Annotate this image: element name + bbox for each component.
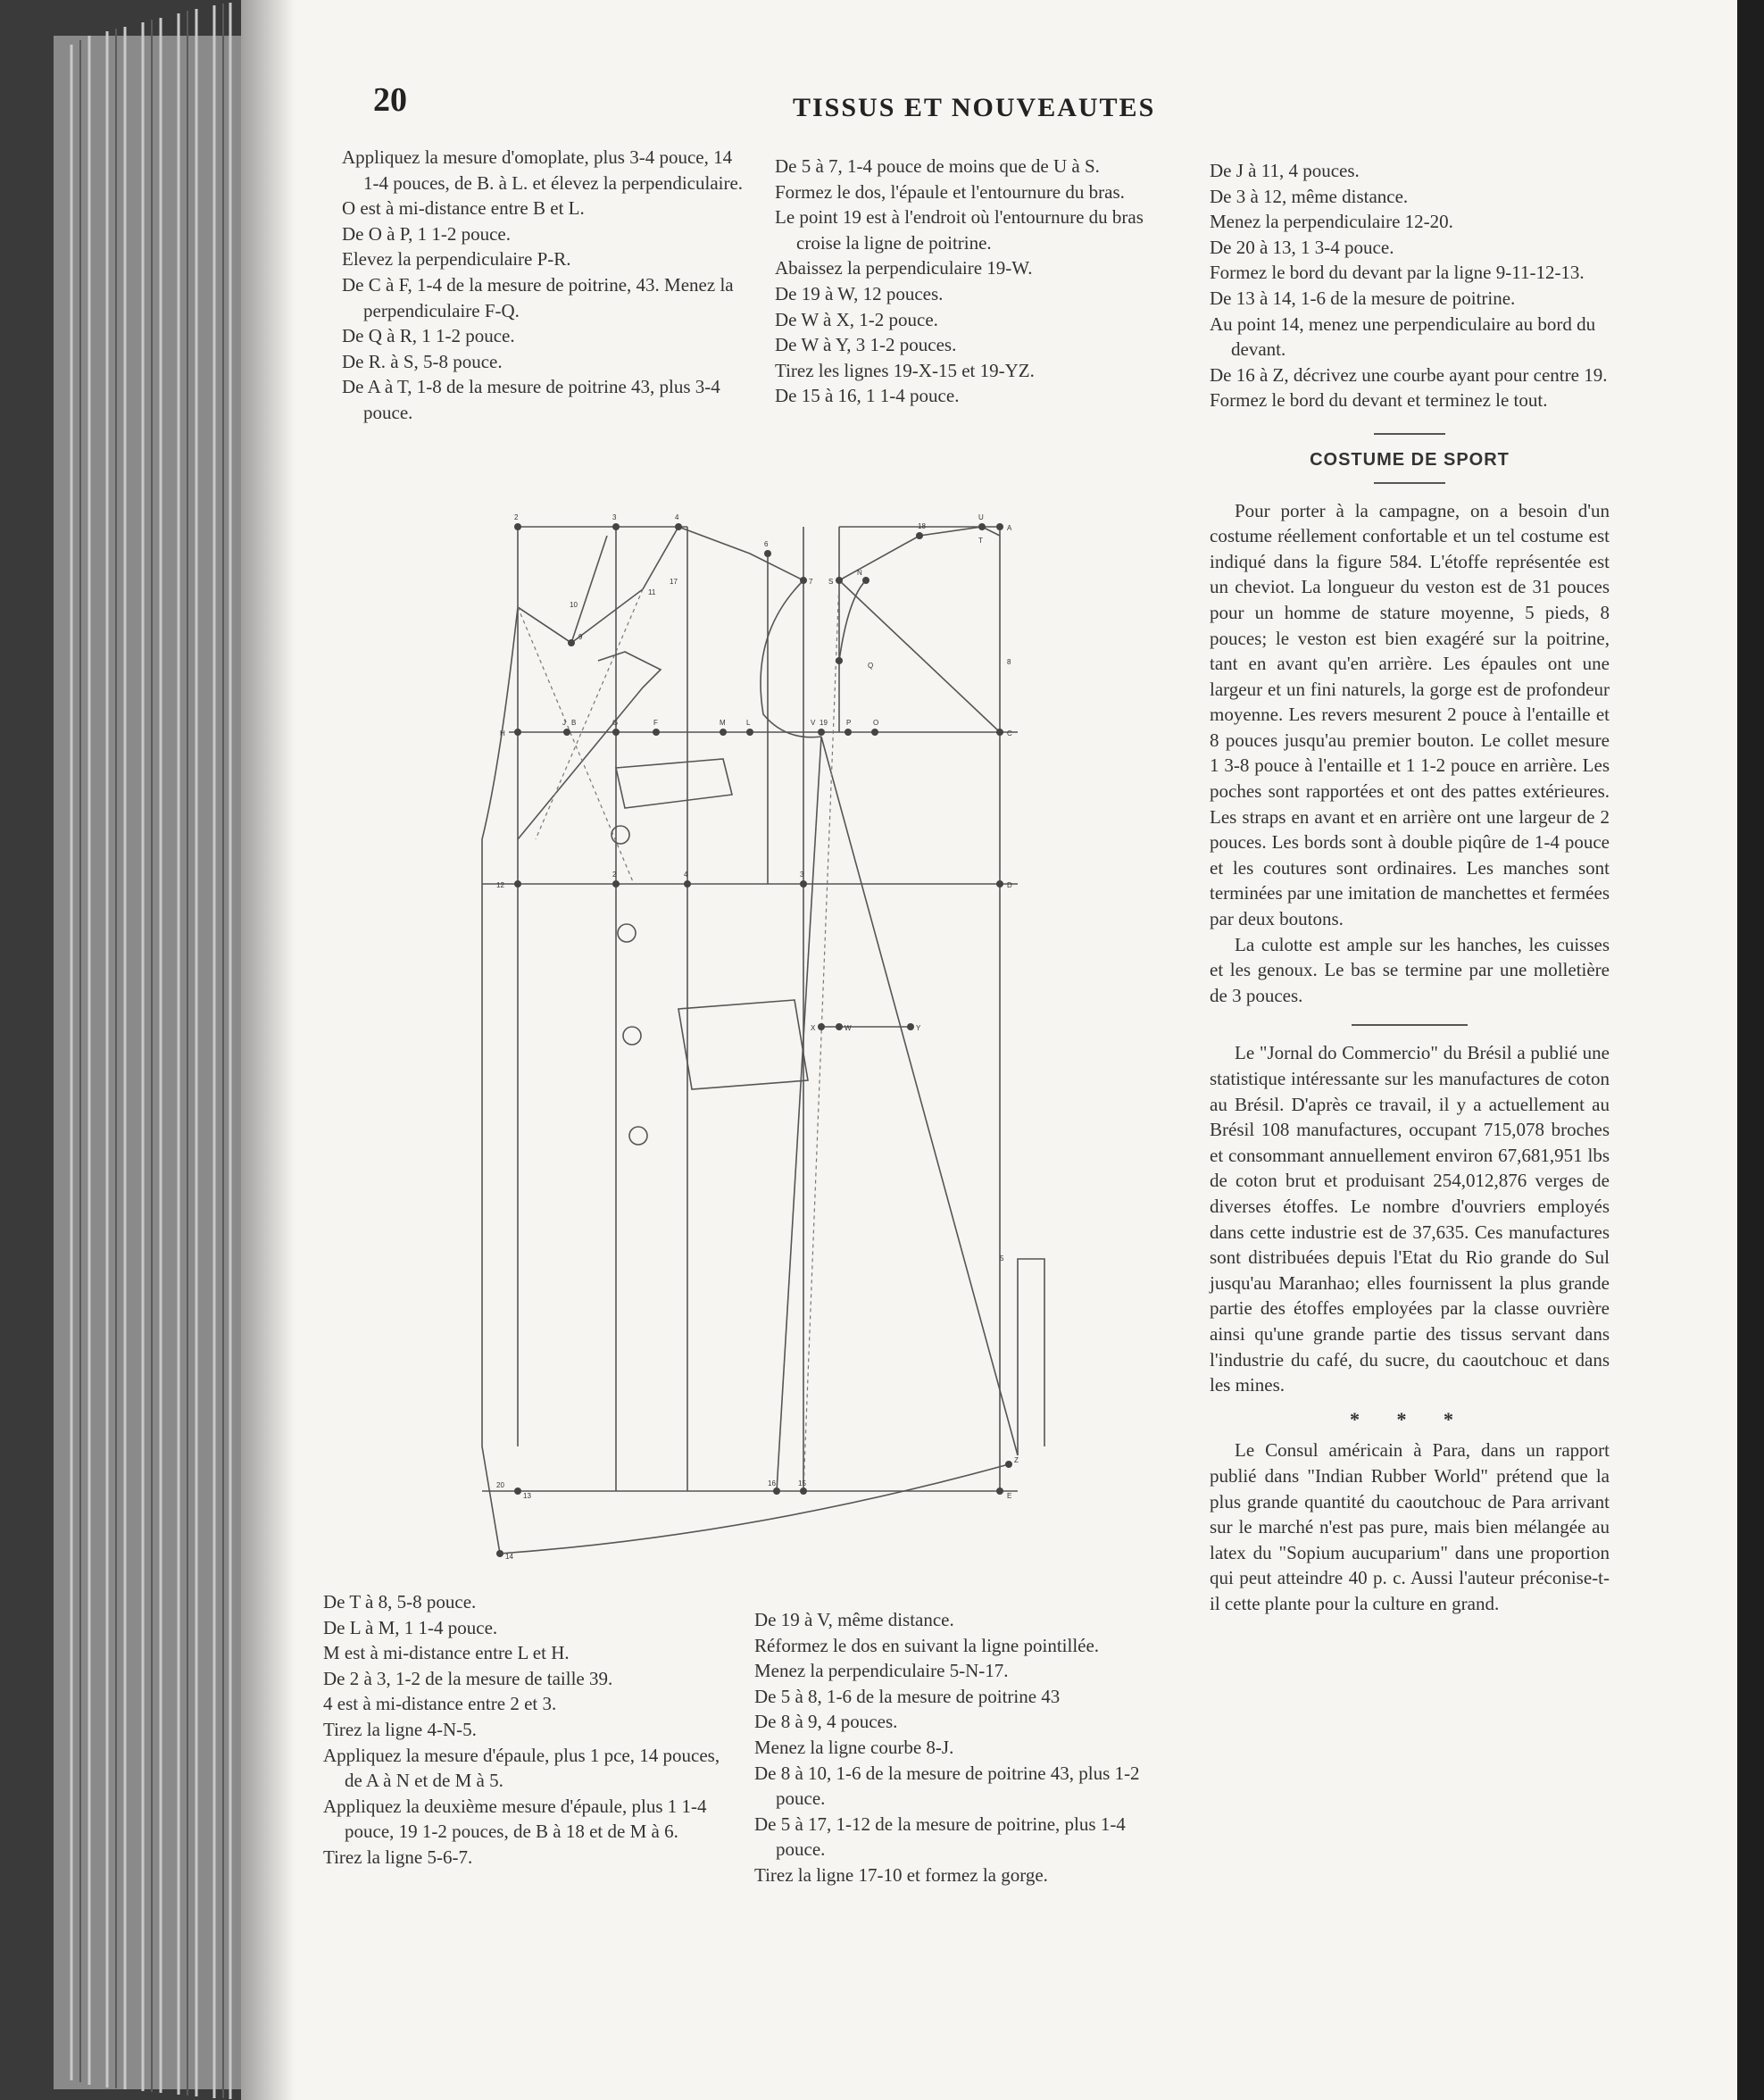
point-label: 10 — [570, 601, 578, 609]
instruction-line: De W à Y, 3 1-2 pouces. — [775, 334, 957, 356]
section-heading: COSTUME DE SPORT — [1310, 449, 1510, 470]
point-label: N — [857, 569, 862, 577]
instruction-line: Menez la perpendiculaire 5-N-17. — [754, 1660, 1009, 1682]
point-label: 3 — [612, 513, 617, 521]
point-label: B — [571, 719, 577, 727]
point-label: P — [846, 719, 852, 727]
instruction-line: Réformez le dos en suivant la ligne pointillée. — [754, 1634, 1100, 1656]
point-label: W — [845, 1024, 852, 1032]
instruction-line: De 8 à 10, 1-6 de la mesure de poitrine 43, plus 1-2 pouce. — [754, 1762, 1140, 1810]
instruction-line: Appliquez la mesure d'omoplate, plus 3-4 pouce, 14 1-4 pouces, de B. à L. et élevez la perpendiculaire. — [342, 146, 744, 194]
point-label: E — [1007, 1492, 1012, 1500]
column-3 — [1210, 158, 1610, 1616]
instruction-line: De 20 à 13, 1 3-4 pouce. — [1210, 236, 1394, 258]
divider-rule — [1374, 433, 1445, 435]
instruction-line: De W à X, 1-2 pouce. — [775, 308, 938, 330]
point-label: 11 — [648, 588, 656, 596]
instruction-line: De 3 à 12, même distance. — [1210, 185, 1409, 207]
point-label: T — [978, 537, 983, 545]
point-label: 3 — [800, 871, 804, 879]
scan-border — [1737, 0, 1764, 2100]
point-label: 4 — [684, 871, 688, 879]
point-label: 14 — [505, 1553, 513, 1561]
instruction-line: Formez le bord du devant et terminez le tout. — [1210, 389, 1548, 412]
instruction-line: De 5 à 7, 1-4 pouce de moins que de U à S. — [775, 155, 1100, 177]
instruction-line: De A à T, 1-8 de la mesure de poitrine 43, plus 3-4 pouce. — [342, 376, 720, 423]
instruction-line: Appliquez la mesure d'épaule, plus 1 pce, 14 pouces, de A à N et de M à 5. — [323, 1744, 720, 1792]
point-label: X — [811, 1024, 816, 1032]
hip-pocket — [678, 1000, 808, 1089]
instruction-line: De 15 à 16, 1 1-4 pouce. — [775, 385, 960, 407]
article-paragraph: Pour porter à la campagne, on a besoin d'un costume réellement confortable et un tel costume est indiqué dans la figure 584. L'étoffe représentée est un cheviot. La longueur du veston est de 31 pouces pour un homme de stature moyenne, 5 pieds, 8 pouces; le veston est bien exagéré sur la poitrine, tant en avant qu'en arrière. Les épaules ont une largeur et un fini naturels, la gorge est de profondeur moyenne. Les revers mesurent 2 pouce à l'entaille et 8 pouces jusqu'au premier bouton. Le collet mesure 1 3-8 pouce à l'entaille et 1 1-2 pouce en arrière. Les poches sont rapportées et ont des pattes extérieures. Les straps en avant et en arrière ont une largeur de 2 pouces. Les bords sont à double piqûre de 1-4 pouce et les coutures sont ordinaires. Les manches sont terminées par une imitation de manchettes et fermées par deux boutons. — [1210, 499, 1610, 930]
breast-pocket — [616, 759, 732, 808]
instruction-line: Elevez la perpendiculaire P-R. — [342, 248, 571, 271]
point-label: Q — [868, 662, 874, 670]
instruction-line: Menez la perpendiculaire 12-20. — [1210, 211, 1453, 233]
point-label: L — [746, 719, 751, 727]
instruction-line: De T à 8, 5-8 pouce. — [323, 1591, 477, 1612]
instruction-line: De 16 à Z, décrivez une courbe ayant pour centre 19. — [1210, 363, 1608, 386]
instruction-line: Tirez la ligne 17-10 et formez la gorge. — [754, 1863, 1048, 1886]
instruction-line: De 5 à 17, 1-12 de la mesure de poitrine, plus 1-4 pouce. — [754, 1812, 1126, 1861]
instruction-line: 4 est à mi-distance entre 2 et 3. — [323, 1693, 557, 1715]
instruction-line: De 19 à V, même distance. — [754, 1609, 954, 1630]
point-label: 9 — [578, 633, 583, 641]
instruction-line: De O à P, 1 1-2 pouce. — [342, 222, 511, 245]
instruction-line: De R. à S, 5-8 pouce. — [342, 350, 503, 372]
point-label: 5 — [1000, 1254, 1004, 1262]
point-label: 13 — [523, 1492, 531, 1500]
point-label: 2 — [612, 871, 617, 879]
button — [618, 924, 636, 942]
instruction-line: M est à mi-distance entre L et H. — [323, 1642, 570, 1664]
point-label: 8 — [1007, 658, 1011, 666]
gutter-shadow — [241, 0, 295, 2100]
point-label: U — [978, 513, 984, 521]
instruction-line: Tirez la ligne 4-N-5. — [323, 1718, 477, 1740]
instruction-line: Appliquez la deuxième mesure d'épaule, plus 1 1-4 pouce, 19 1-2 pouces, de B à 18 et de M à 6. — [323, 1795, 707, 1843]
instruction-line: De 13 à 14, 1-6 de la mesure de poitrine. — [1210, 287, 1516, 309]
point-label: 7 — [809, 578, 813, 586]
instruction-line: Le point 19 est à l'endroit où l'entournure du bras croise la ligne de poitrine. — [775, 206, 1144, 254]
instruction-line: Abaissez la perpendiculaire 19-W. — [775, 257, 1033, 279]
point-label: 19 — [820, 719, 828, 727]
instruction-line: De 8 à 9, 4 pouces. — [754, 1711, 898, 1733]
instruction-line: Menez la ligne courbe 8-J. — [754, 1736, 954, 1758]
instruction-line: Tirez la ligne 5-6-7. — [323, 1846, 473, 1868]
book-page-edges — [0, 0, 268, 2100]
point-label: 4 — [675, 513, 679, 521]
button — [629, 1127, 647, 1145]
point-label: 16 — [768, 1479, 776, 1488]
button — [612, 826, 629, 844]
point-label: 12 — [496, 881, 504, 889]
point-label: 2 — [514, 513, 519, 521]
instruction-line: De C à F, 1-4 de la mesure de poitrine, 43. Menez la perpendiculaire F-Q. — [342, 273, 734, 321]
instruction-line: Tirez les lignes 19-X-15 et 19-YZ. — [775, 359, 1035, 381]
point-label: H — [500, 729, 505, 738]
instruction-line: De 5 à 8, 1-6 de la mesure de poitrine 43 — [754, 1685, 1061, 1707]
instruction-line: De L à M, 1 1-4 pouce. — [323, 1616, 498, 1638]
point-label: 17 — [670, 578, 678, 586]
page-number: 20 — [373, 81, 407, 119]
column-1-bottom — [323, 1589, 725, 1871]
point-label: Z — [1014, 1456, 1019, 1464]
button — [623, 1027, 641, 1045]
article-paragraph: Le Consul américain à Para, dans un rapport publié dans "Indian Rubber World" prétend que la plus grande quantité du caoutchouc de Para arrivant sur le marché n'est pas pure, mais bien mélangée au latex du "Sopium aucuparium" dans une proportion qui peut atteindre 40 p. c. Aussi l'auteur préconise-t-il cette plante pour la culture en grand. — [1210, 1439, 1610, 1614]
point-label: C — [1007, 729, 1012, 738]
section-separator-stars: * * * — [1350, 1407, 1469, 1430]
point-label: 15 — [798, 1479, 806, 1488]
point-label: 6 — [764, 540, 769, 548]
point-label: G — [612, 719, 619, 727]
instruction-line: De 2 à 3, 1-2 de la mesure de taille 39. — [323, 1667, 613, 1689]
divider-rule — [1352, 1024, 1468, 1026]
article-paragraph: La culotte est ample sur les hanches, les cuisses et les genoux. Le bas se termine par une molletière de 3 pouces. — [1210, 933, 1610, 1006]
instruction-line: Formez le bord du devant par la ligne 9-11-12-13. — [1210, 262, 1585, 284]
instruction-line: De J à 11, 4 pouces. — [1210, 160, 1360, 181]
point-label: Y — [916, 1024, 921, 1032]
point-label: 20 — [496, 1481, 504, 1489]
point-label: D — [1007, 881, 1012, 889]
coat-pattern-figure — [464, 500, 1049, 1571]
pattern-line — [821, 737, 1018, 1455]
instruction-line: De 19 à W, 12 pouces. — [775, 282, 944, 304]
point-label: O — [873, 719, 879, 727]
column-2-bottom — [754, 1607, 1165, 1888]
instruction-line: De Q à R, 1 1-2 pouce. — [342, 325, 515, 347]
point-label: A — [1007, 524, 1012, 532]
column-2-top — [775, 154, 1181, 409]
point-label: V — [811, 719, 816, 727]
column-1-top — [342, 145, 748, 426]
instruction-line: Au point 14, menez une perpendiculaire au bord du devant. — [1210, 312, 1596, 361]
point-label: J — [562, 719, 566, 727]
instruction-line: O est à mi-distance entre B et L. — [342, 197, 585, 220]
article-paragraph: Le "Jornal do Commercio" du Brésil a publié une statistique intéressante sur les manufactures de coton au Brésil. D'après ce travail, il y a actuellement au Brésil 108 manufactures, occupant 715,078 broches et consommant annuellement environ 67,681,951 lbs de coton brut et produisant 254,012,876 verges de diverses étoffes. Le nombre d'ouvriers employés dans cette industrie est de 37,635. Ces manufactures sont distribuées depuis l'Etat du Rio grande do Sul jusqu'au Maranhao; elles fournissent la plus grande partie des étoffes employées par la classe ouvrière ainsi qu'une grande partie des tissus servant dans l'industrie du café, du sucre, du caoutchouc et dans les mines. — [1210, 1042, 1610, 1396]
instruction-line: Formez le dos, l'épaule et l'entournure du bras. — [775, 180, 1125, 203]
point-label: S — [828, 578, 834, 586]
running-head: TISSUS ET NOUVEAUTES — [793, 93, 1156, 122]
point-label: 18 — [918, 522, 926, 530]
divider-rule — [1374, 482, 1445, 484]
point-label: F — [653, 719, 658, 727]
point-label: M — [720, 719, 726, 727]
